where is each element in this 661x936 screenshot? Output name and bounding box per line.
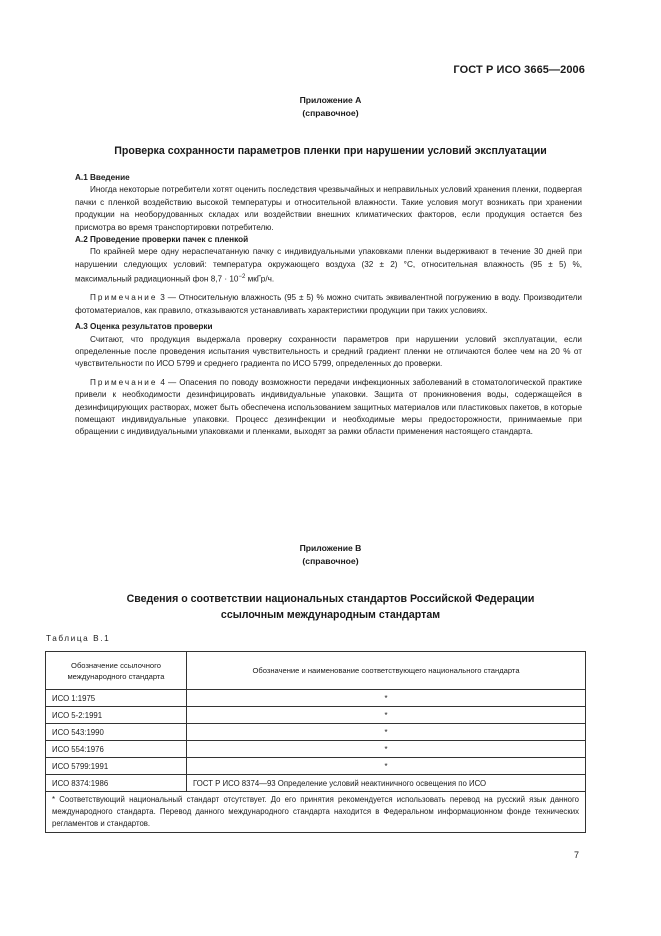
section-a2-text-start: По крайней мере одну нераспечатанную пачку с индивидуальными упаковками пленки выдерживают в течение 30 дней при нарушении следующих условий: температура окружающего воздуха (32 ± 2) °С, относительная влажность (95 ± 5) %, максимальный радиационный фон 8,7 · 10 [75,247,582,284]
table-header-row [46,652,586,690]
document-code: ГОСТ Р ИСО 3665—2006 [453,64,585,76]
table-row [46,758,586,775]
annex-b-heading-line2: ссылочным международным стандартам [220,609,441,621]
header-col-national: Обозначение и наименование соответствующего национального стандарта [187,652,586,690]
annex-a-body [75,172,582,439]
annex-b-title: Приложение В [299,543,362,553]
reference-standards-table [45,651,586,833]
annex-a-status: (справочное) [302,108,359,118]
header-col-international: Обозначение ссылочного международного стандарта [46,652,187,690]
section-a3-title: А.3 Оценка результатов проверки [75,322,213,332]
cell-national: * [187,724,586,741]
section-a2-title: А.2 Проведение проверки пачек с пленкой [75,235,249,245]
annex-a-title: Приложение А [299,95,362,105]
section-a1-text: Иногда некоторые потребители хотят оценить последствия чрезвычайных и неправильных условий хранения пленки, подвергая пачки с пленкой воздействию высокой температуры и относительной влажности. Такие условия могут возникать при хранении продукции на необорудованных складах или воздействии внешних климатических факторов, если продукция остается без присмотра во время транспортировки потребителю. [75,185,582,232]
note-3-label: Примечание [90,293,158,303]
cell-national: * [187,758,586,775]
section-a2-text [75,246,582,286]
cell-ref: ИСО 554:1976 [46,741,187,758]
cell-national: ГОСТ Р ИСО 8374—93 Определение условий неактиничного освещения по ИСО [187,775,586,792]
table-row [46,775,586,792]
annex-b-status: (справочное) [302,556,359,566]
table-footnote-row [46,792,586,833]
note-4-label: Примечание [90,377,158,387]
note-4-text: 4 — Опасения по поводу возможности передачи инфекционных заболеваний в стоматологической практике привели к необходимости дезинфицировать индивидуальные упаковки. Защита от проникновения воды, содержащейся в дезинфицирующих растворах, может быть обеспечена использованием защитных материалов или пластиковых пакетов, в которые помещают индивидуальные упаковки. Процесс дезинфекции и необходимые меры предосторожности, принимаемые при обращении с индивидуальными упаковками и пленками, выходят за рамки области применения настоящего стандарта. [75,377,582,437]
cell-national: * [187,707,586,724]
cell-ref: ИСО 1:1975 [46,690,187,707]
table-row [46,690,586,707]
note-3 [75,292,582,317]
note-4 [75,377,582,439]
section-a1-title: А.1 Введение [75,173,130,182]
page-number: 7 [573,850,579,860]
cell-ref: ИСО 543:1990 [46,724,187,741]
section-a2-exponent: −2 [238,274,246,281]
cell-national: * [187,741,586,758]
cell-ref: ИСО 8374:1986 [46,775,187,792]
table-caption: Таблица В.1 [46,634,111,643]
section-a3-text: Считают, что продукция выдержала проверку сохранности параметров при нарушении условий эксплуатации, если определенные после проведения испытания чувствительность и средний градиент пленки не отличаются более чем на 20 % от чувствительности по ИСО 5799 и среднего градиента по ИСО 5799, определенных до проверки. [75,334,582,369]
cell-ref: ИСО 5-2:1991 [46,707,187,724]
cell-ref: ИСО 5799:1991 [46,758,187,775]
table-footnote: * Соответствующий национальный стандарт отсутствует. До его принятия рекомендуется использовать перевод на русский язык данного международного стандарта. Перевод данного международного стандарта находится в Федеральном информационном фонде технических регламентов и стандартов. [46,792,586,833]
section-a2-text-end: мкГр/ч. [245,274,275,284]
table-row [46,741,586,758]
annex-b-heading-line1: Сведения о соответствии национальных стандартов Российской Федерации [126,593,535,605]
table-row [46,724,586,741]
note-3-text: 3 — Относительную влажность (95 ± 5) % можно считать эквивалентной погружению в воду. Производители фотоматериалов, как правило, отказываются устанавливать характеристики продукции при таких условиях. [75,293,582,315]
annex-a-heading: Проверка сохранности параметров пленки при нарушении условий эксплуатации [114,145,547,157]
table-row [46,707,586,724]
cell-national: * [187,690,586,707]
